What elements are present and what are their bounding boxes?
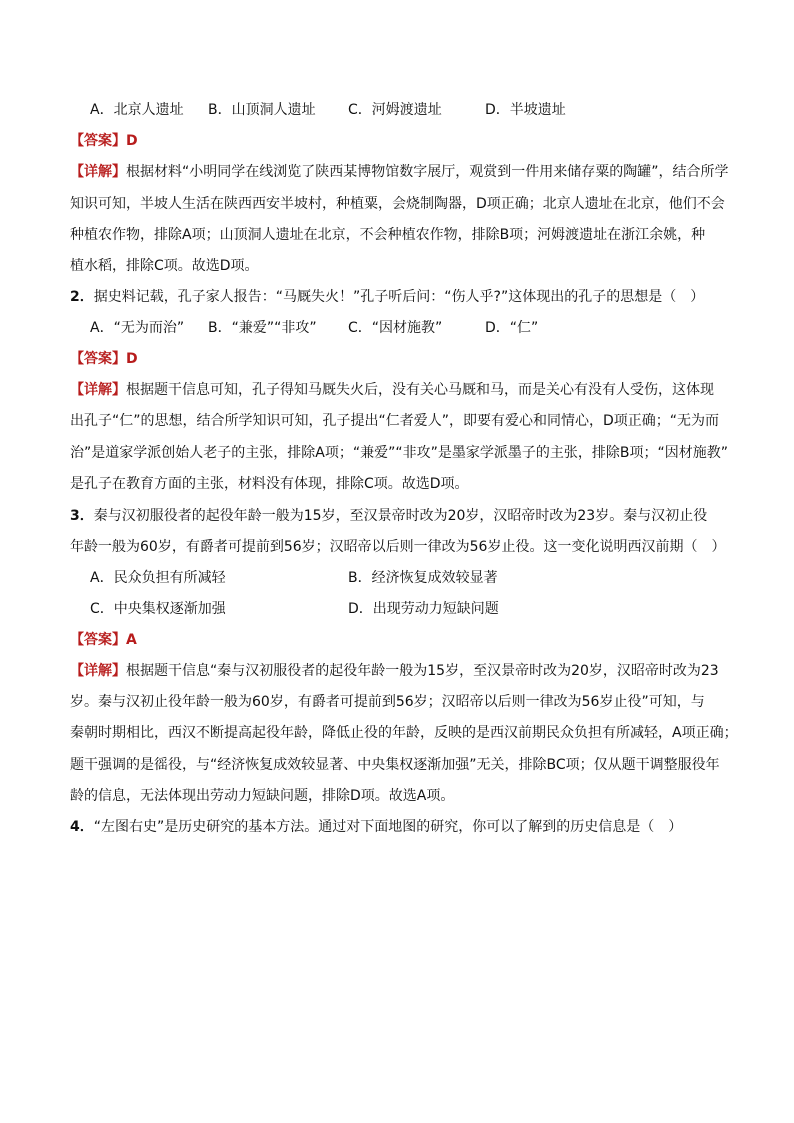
q1-option-b: B．山顶洞人遗址 xyxy=(208,102,316,118)
detail-text: 根据题干信息可知，孔子得知马厩失火后，没有关心马厩和马，而是关心有没有人受伤，这体现 xyxy=(126,382,714,398)
detail-tag: 【详解】 xyxy=(70,164,126,180)
question-number: 3． xyxy=(70,508,94,524)
q3-detail-line-2: 岁。秦与汉初止役年龄一般为60岁，有爵者可提前到56岁；汉昭帝以后则一律改为56岁止役”可知，与 xyxy=(70,694,705,710)
answer-tag: 【答案】 xyxy=(70,133,126,149)
q3-answer xyxy=(70,630,730,650)
detail-text: 根据题干信息“秦与汉初服役者的起役年龄一般为15岁，至汉景帝时改为20岁，汉昭帝时改为23 xyxy=(126,663,719,679)
q1-detail-line-4: 植水稻，排除C项。故选D项。 xyxy=(70,258,259,274)
q2-option-d: D．“仁” xyxy=(485,320,539,336)
q2-detail-line-3: 治”是道家学派创始人老子的主张，排除A项；“兼爱”“非攻”是墨家学派墨子的主张，排除B项；“因材施教” xyxy=(70,445,728,461)
q2-detail-line-1 xyxy=(70,380,730,400)
q2-option-c: C．“因材施教” xyxy=(348,320,443,336)
answer-value: D xyxy=(126,351,138,367)
q3-option-d: D．出现劳动力短缺问题 xyxy=(348,601,499,617)
q1-detail-line-2: 知识可知，半坡人生活在陕西西安半坡村，种植粟，会烧制陶器，D项正确；北京人遗址在北京，他们不会 xyxy=(70,196,725,212)
q3-stem-line-1 xyxy=(70,506,730,526)
q3-detail-line-4: 题干强调的是徭役，与“经济恢复成效较显著、中央集权逐渐加强”无关，排除BC项；仅从题干调整服役年 xyxy=(70,757,720,773)
q2-stem xyxy=(70,287,730,307)
q1-answer xyxy=(70,131,730,151)
q2-option-b: B．“兼爱”“非攻” xyxy=(208,320,317,336)
q3-option-c: C．中央集权逐渐加强 xyxy=(90,601,226,617)
q1-option-d: D．半坡遗址 xyxy=(485,102,566,118)
question-text: 秦与汉初服役者的起役年龄一般为15岁，至汉景帝时改为20岁，汉昭帝时改为23岁。秦与汉初止役 xyxy=(93,508,708,524)
q2-answer xyxy=(70,349,730,369)
q1-detail-line-3: 种植农作物，排除A项；山顶洞人遗址在北京，不会种植农作物，排除B项；河姆渡遗址在浙江余姚，种 xyxy=(70,227,706,243)
q4-stem xyxy=(70,817,730,837)
question-text: “左图右史”是历史研究的基本方法。通过对下面地图的研究，你可以了解到的历史信息是（ ） xyxy=(93,819,683,835)
detail-text: 根据材料“小明同学在线浏览了陕西某博物馆数字展厅，观赏到一件用来储存粟的陶罐”，结合所学 xyxy=(126,164,729,180)
q2-detail-line-4: 是孔子在教育方面的主张，材料没有体现，排除C项。故选D项。 xyxy=(70,476,469,492)
answer-value: A xyxy=(126,632,137,648)
q3-option-b: B．经济恢复成效较显著 xyxy=(348,570,498,586)
q3-detail-line-3: 秦朝时期相比，西汉不断提高起役年龄，降低止役的年龄，反映的是西汉前期民众负担有所减轻，A项正确； xyxy=(70,725,738,741)
q2-option-a: A．“无为而治” xyxy=(90,320,185,336)
answer-value: D xyxy=(126,133,138,149)
q2-detail-line-2: 出孔子“仁”的思想，结合所学知识可知，孔子提出“仁者爱人”，即要有爱心和同情心，D项正确；“无为而 xyxy=(70,413,720,429)
detail-tag: 【详解】 xyxy=(70,663,126,679)
q3-detail-line-1 xyxy=(70,661,730,681)
detail-tag: 【详解】 xyxy=(70,382,126,398)
q1-option-a: A．北京人遗址 xyxy=(90,102,184,118)
answer-tag: 【答案】 xyxy=(70,351,126,367)
q3-detail-line-5: 龄的信息，无法体现出劳动力短缺问题，排除D项。故选A项。 xyxy=(70,788,455,804)
question-text: 据史料记载，孔子家人报告：“马厩失火！”孔子听后问：“伤人乎?”这体现出的孔子的思想是（ ） xyxy=(93,289,705,305)
question-number: 4． xyxy=(70,819,94,835)
q3-option-a: A．民众负担有所减轻 xyxy=(90,570,226,586)
answer-tag: 【答案】 xyxy=(70,632,126,648)
q3-stem-line-2: 年龄一般为60岁，有爵者可提前到56岁；汉昭帝以后则一律改为56岁止役。这一变化说明西汉前期（ ） xyxy=(70,539,726,555)
question-number: 2． xyxy=(70,289,94,305)
q1-detail-line-1 xyxy=(70,162,730,182)
q1-option-c: C．河姆渡遗址 xyxy=(348,102,442,118)
